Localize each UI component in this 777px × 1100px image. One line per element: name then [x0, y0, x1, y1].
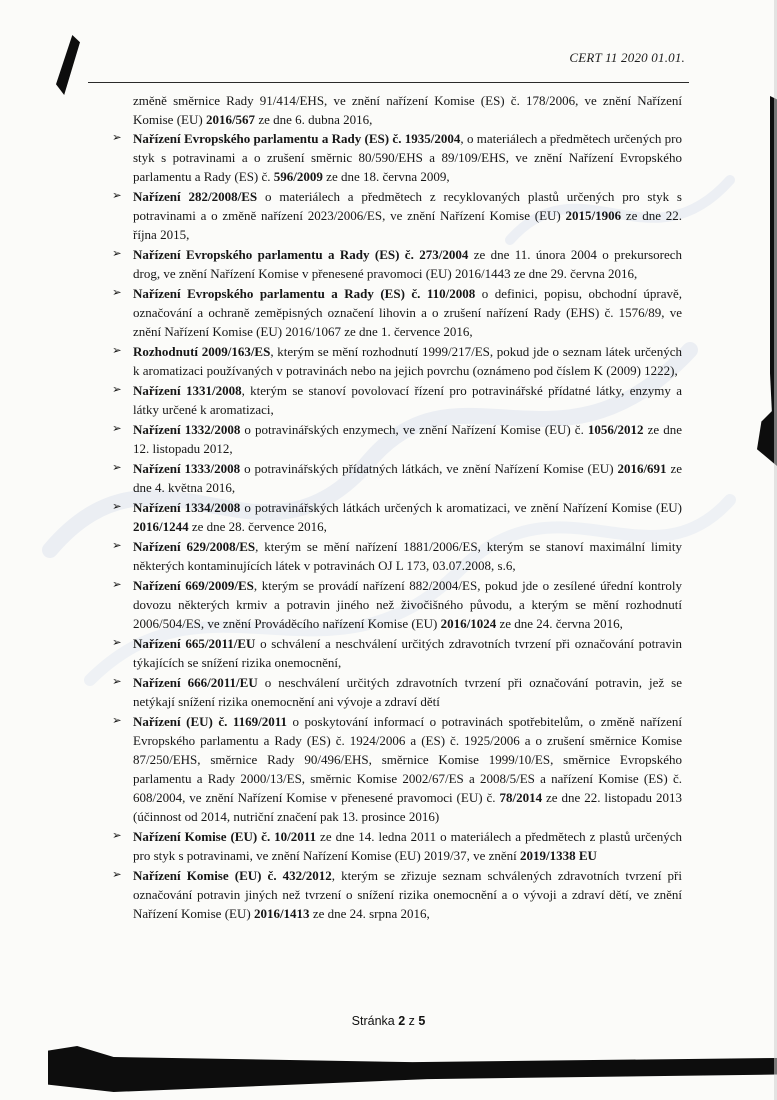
text-run: změně směrnice Rady 91/414/EHS, ve znění nařízení Komise (ES) č. 178/2006, ve znění Nařízení Komise (EU): [133, 93, 682, 127]
text-run: Stránka: [351, 1014, 399, 1028]
text-run: ze dne 6. dubna 2016,: [255, 112, 373, 127]
bullet-arrow-icon: ➢: [112, 579, 122, 591]
bullet-arrow-icon: ➢: [112, 637, 122, 649]
list-item: [112, 537, 682, 575]
scan-artifact-bottom-band: [48, 1046, 777, 1092]
list-item-text: [133, 286, 682, 339]
list-item-text: [133, 247, 682, 281]
list-item: [112, 673, 682, 711]
text-run: ze dne 22. listopadu 2013 (účinnost od 2014, nutriční značení pak 13. prosince 2016): [133, 790, 683, 824]
bullet-arrow-icon: ➢: [112, 190, 122, 202]
bold-text-run: 2016/1244: [133, 519, 189, 534]
list-item: [112, 866, 682, 923]
text-run: ze dne 18. června 2009,: [322, 169, 450, 184]
list-item: [112, 459, 683, 497]
text-run: ze dne 14. ledna 2011 o materiálech a předmětech z plastů určených pro styk s potravinami, ve znění Nařízení Komise (EU) 2019/37, ve znění: [133, 829, 682, 863]
text-run: o potravinářských enzymech, ve znění Nařízení Komise (EU) č.: [240, 422, 588, 437]
bullet-arrow-icon: ➢: [112, 287, 122, 299]
list-item-text: [133, 422, 682, 456]
bold-text-run: Rozhodnutí 2009/163/ES: [133, 344, 271, 359]
bullet-arrow-icon: ➢: [112, 869, 122, 881]
bullet-arrow-icon: ➢: [112, 830, 122, 842]
bold-text-run: 78/2014: [499, 790, 543, 805]
intro-paragraph: [133, 91, 682, 129]
bullet-arrow-icon: ➢: [112, 715, 122, 727]
list-item-text: [133, 636, 682, 670]
bullet-arrow-icon: ➢: [112, 423, 122, 435]
list-item-text: [133, 714, 682, 824]
text-run: z: [405, 1014, 419, 1028]
bold-text-run: Nařízení 629/2008/ES: [133, 539, 256, 554]
text-run: ze dne 22. října 2015,: [133, 208, 682, 242]
document-body: [112, 91, 683, 924]
text-run: , kterým se mění rozhodnutí 1999/217/ES, pokud jde o seznam látek určených k aromatizaci používaných v potravinách nebo na jejich povrchu (oznámeno pod číslem K (2009) 1222),: [133, 344, 682, 378]
bold-text-run: Nařízení Komise (EU) č. 10/2011: [133, 829, 317, 844]
list-item-text: [133, 344, 682, 378]
list-item: [112, 381, 682, 419]
list-item: [112, 245, 682, 283]
bold-text-run: Nařízení Evropského parlamentu a Rady (ES) č. 110/2008: [133, 286, 476, 301]
text-run: o schválení a neschválení určitých zdravotních tvrzení při označování potravin týkajících se snížení rizika onemocnění,: [133, 636, 682, 670]
list-item-text: [133, 868, 682, 921]
bullet-arrow-icon: ➢: [112, 384, 122, 396]
list-item-text: [133, 461, 682, 495]
header-rule: [88, 82, 689, 83]
text-run: o potravinářských látkách určených k aromatizaci, ve znění Nařízení Komise (EU): [240, 500, 682, 515]
bullet-arrow-icon: ➢: [112, 676, 122, 688]
bullet-arrow-icon: ➢: [112, 501, 122, 513]
bold-text-run: Nařízení 669/2009/ES: [133, 578, 254, 593]
bullet-arrow-icon: ➢: [112, 540, 122, 552]
text-run: ze dne 4. května 2016,: [133, 461, 683, 495]
list-item: [112, 342, 682, 380]
bold-text-run: Nařízení 1334/2008: [133, 500, 241, 515]
list-item: [112, 498, 682, 536]
list-item-text: [133, 189, 682, 242]
bullet-arrow-icon: ➢: [112, 462, 122, 474]
bold-text-run: 2016/1413: [253, 906, 310, 921]
bold-text-run: 596/2009: [273, 169, 323, 184]
text-run: ze dne 24. srpna 2016,: [309, 906, 430, 921]
bold-text-run: 2016/1024: [440, 616, 497, 631]
bold-text-run: 2015/1906: [565, 208, 622, 223]
list-item-text: [133, 675, 682, 709]
text-run: , o materiálech a předmětech určených pro styk s potravinami a o zrušení směrnic 80/590/EHS a 89/109/EHS, ve znění Nařízení Evropského parlamentu a Rady (ES) č.: [133, 131, 682, 184]
list-item: [112, 712, 683, 826]
bold-text-run: Nařízení Komise (EU) č. 432/2012: [133, 868, 332, 883]
bold-text-run: 2016/691: [617, 461, 667, 476]
bullet-arrow-icon: ➢: [112, 345, 122, 357]
list-item: [112, 576, 682, 633]
text-run: o definici, popisu, obchodní úpravě, označování a ochraně zeměpisných označení lihovin a o zrušení nařízení Rady (EHS) č. 1576/89, ve znění Nařízení Komise (EU) 2016/1067 ze dne 1. července 2016,: [133, 286, 682, 339]
bold-text-run: Nařízení 1332/2008: [133, 422, 241, 437]
bold-text-run: 2: [398, 1014, 406, 1028]
bold-text-run: Nařízení 666/2011/EU: [133, 675, 258, 690]
bold-text-run: 1056/2012: [587, 422, 644, 437]
list-item-text: [133, 539, 682, 573]
regulation-list: [112, 129, 683, 923]
list-item: [112, 827, 682, 865]
bold-text-run: Nařízení Evropského parlamentu a Rady (ES) č. 1935/2004: [133, 131, 461, 146]
text-run: ze dne 24. června 2016,: [496, 616, 623, 631]
list-item-text: [133, 131, 682, 184]
text-run: o potravinářských přídatných látkách, ve znění Nařízení Komise (EU): [240, 461, 618, 476]
list-item: [112, 634, 682, 672]
text-run: , kterým se stanoví povolovací řízení pro potravinářské přídatné látky, enzymy a látky určené k aromatizaci,: [133, 383, 682, 417]
text-run: o neschválení určitých zdravotních tvrzení při označování potravin, jež se netýkají snížení rizika onemocnění ani vývoje a zdraví dětí: [133, 675, 682, 709]
bold-text-run: 5: [418, 1014, 426, 1028]
list-item: [112, 187, 682, 244]
list-item-text: [133, 500, 682, 534]
list-item: [112, 284, 682, 341]
bold-text-run: Nařízení 282/2008/ES: [133, 189, 258, 204]
text-run: , kterým se zřizuje seznam schválených zdravotních tvrzení při označování potravin jiných než tvrzení o snížení rizika onemocnění a o vývoji a zdraví dětí, ve znění Nařízení Komise (EU): [133, 868, 682, 921]
bold-text-run: Nařízení 1331/2008: [133, 383, 242, 398]
list-item: [112, 420, 682, 458]
bold-text-run: Nařízení 1333/2008: [133, 461, 241, 476]
list-item: [112, 129, 682, 186]
text-run: o materiálech a předmětech z recyklovaných plastů určených pro styk s potravinami a o změně nařízení 2023/2006/ES, ve znění Nařízení Komise (EU): [133, 189, 682, 223]
bold-text-run: 2016/567: [205, 112, 256, 127]
bold-text-run: Nařízení 665/2011/EU: [133, 636, 256, 651]
list-item-text: [133, 578, 682, 631]
bullet-arrow-icon: ➢: [112, 248, 122, 260]
scan-artifact-top-left: [56, 35, 80, 95]
text-run: , kterým se provádí nařízení 882/2004/ES, pokud jde o zesílené úřední kontroly dovozu některých krmiv a potravin jiného než živočišného původu, a kterým se mění rozhodnutí 2006/504/ES, ve znění Prováděcího nařízení Komise (EU): [133, 578, 682, 631]
bold-text-run: Nařízení Evropského parlamentu a Rady (ES) č. 273/2004: [133, 247, 469, 262]
text-run: ze dne 12. listopadu 2012,: [133, 422, 682, 456]
text-run: , kterým se mění nařízení 1881/2006/ES, kterým se stanoví maximální limity některých kontaminujících látek v potravinách OJ L 173, 03.07.2008, s.6,: [133, 539, 682, 573]
bullet-arrow-icon: ➢: [112, 132, 122, 144]
list-item-text: [133, 829, 682, 863]
doc-code: CERT 11 2020 01.01.: [569, 50, 685, 65]
bold-text-run: 2019/1338 EU: [520, 848, 597, 863]
page-footer: [0, 1014, 777, 1028]
text-run: ze dne 11. února 2004 o prekursorech drog, ve znění Nařízení Komise v přenesené pravomoci (EU) 2016/1443 ze dne 29. června 2016,: [133, 247, 682, 281]
bold-text-run: Nařízení (EU) č. 1169/2011: [133, 714, 288, 729]
text-run: o poskytování informací o potravinách spotřebitelům, o změně nařízení Evropského parlamentu a Rady (ES) č. 1924/2006 a (ES) č. 1925/2006 a o zrušení směrnice Komise 87/250/EHS, směrnice Rady 90/496/EHS, směrnice Komise 1999/10/ES, směrnice Evropského parlamentu a Rady 2000/13/ES, směrnic Komise 2002/67/ES a 2008/5/ES a nařízení Komise (ES) č. 608/2004, ve znění Nařízení Komise v přenesené pravomoci (EU) č.: [133, 714, 682, 805]
text-run: ze dne 28. července 2016,: [188, 519, 327, 534]
list-item-text: [133, 383, 682, 417]
